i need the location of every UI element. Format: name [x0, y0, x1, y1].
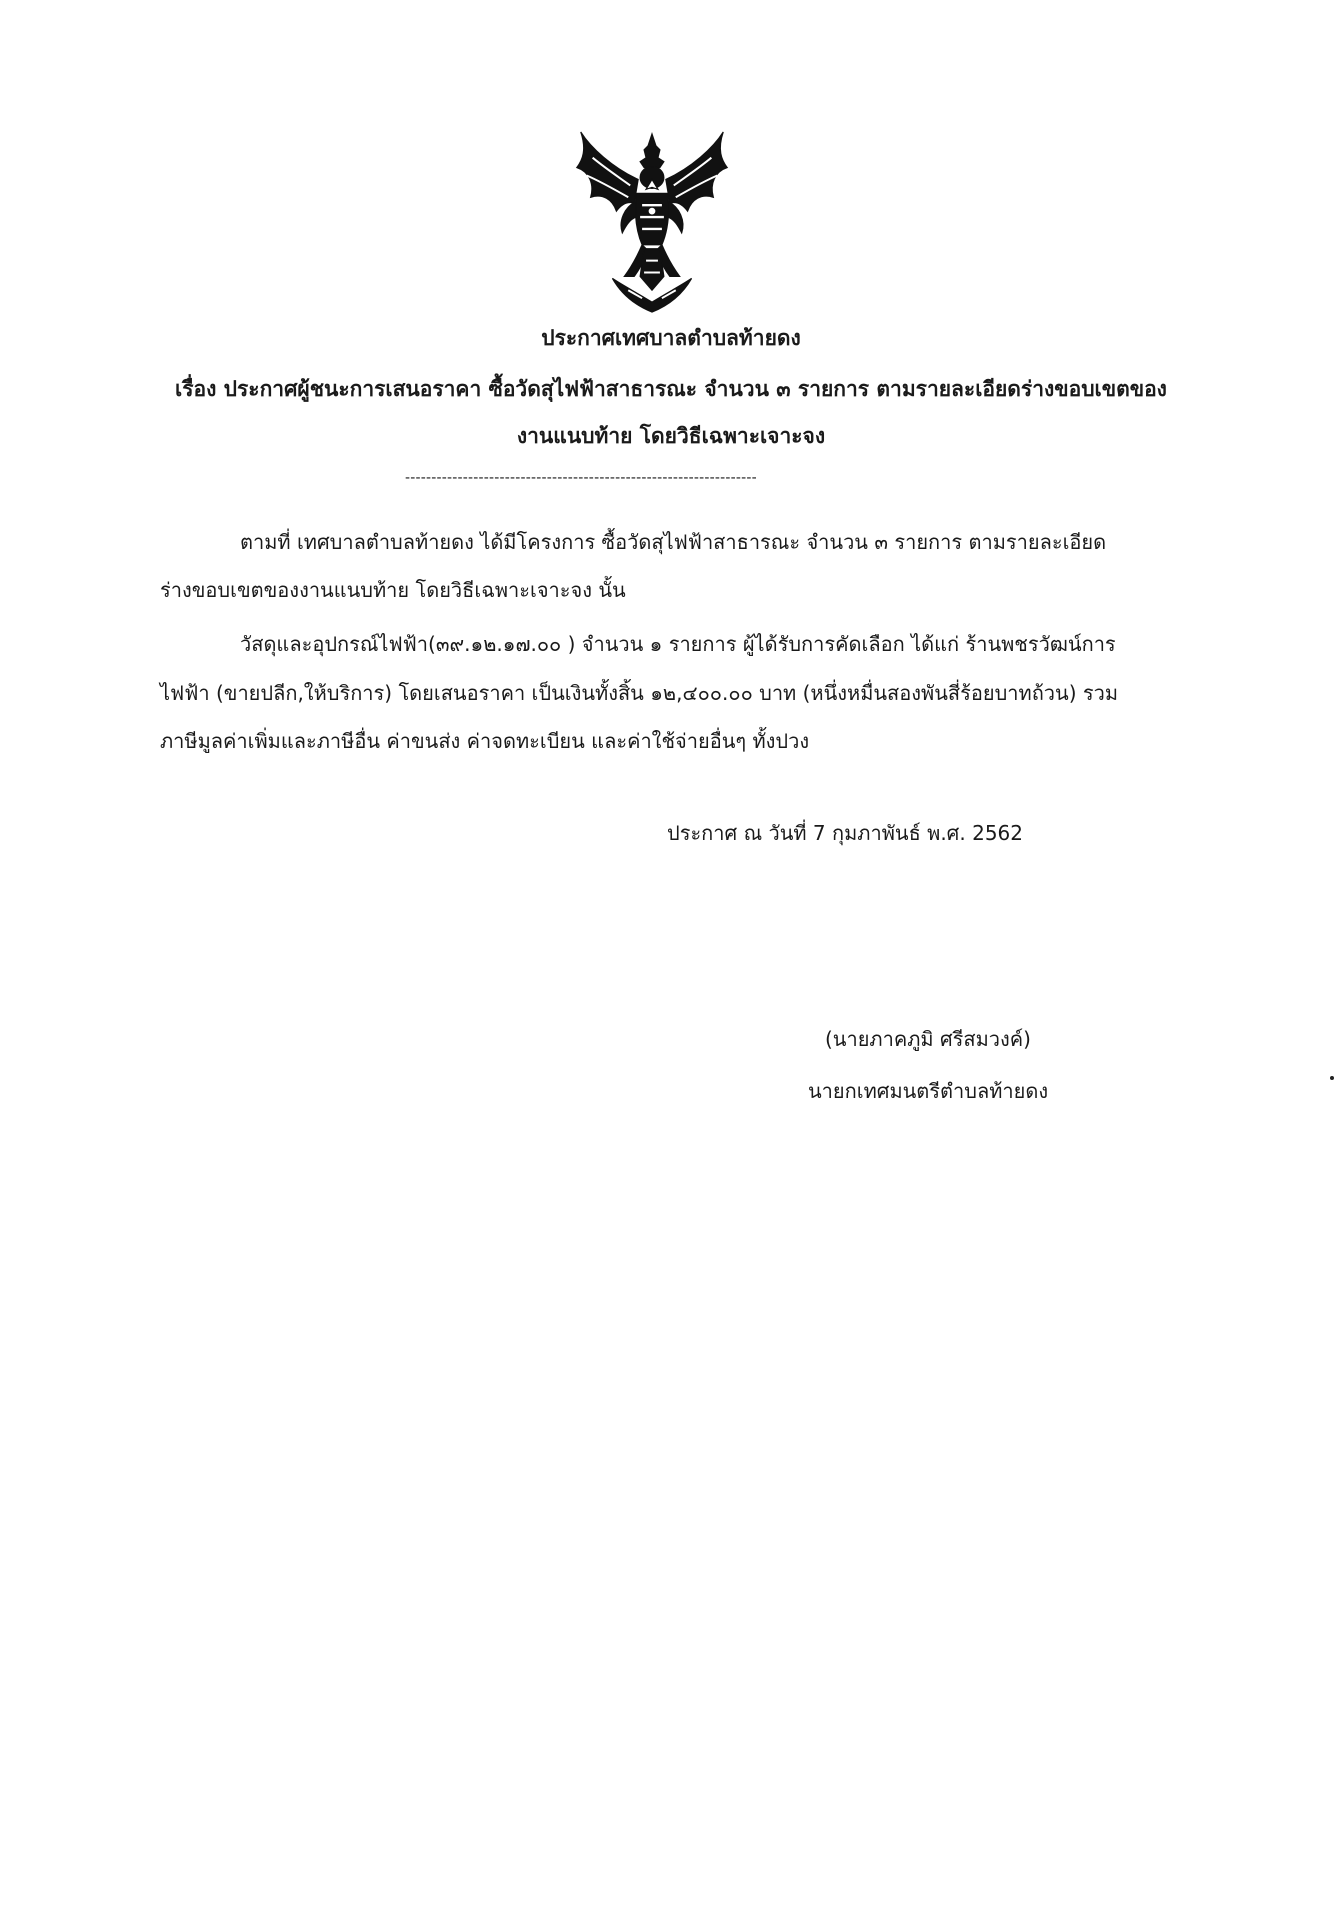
garuda-emblem-icon	[571, 128, 733, 316]
signatory-position: นายกเทศมนตรีตำบลท้ายดง	[808, 1079, 1049, 1103]
announcement-date: ประกาศ ณ วันที่ 7 กุมภาพันธ์ พ.ศ. 2562	[667, 821, 1023, 845]
paragraph-2-line-3: ภาษีมูลค่าเพิ่มและภาษีอื่น ค่าขนส่ง ค่าจดทะเบียน และค่าใช้จ่ายอื่นๆ ทั้งปวง	[160, 729, 810, 753]
paragraph-2-line-2: ไฟฟ้า (ขายปลีก,ให้บริการ) โดยเสนอราคา เป็นเงินทั้งสิ้น ๑๒,๔๐๐.๐๐ บาท (หนึ่งหมื่นสองพันสี่ร้อยบาทถ้วน) รวม	[160, 681, 1119, 705]
paragraph-1-line-1: ตามที่ เทศบาลตำบลท้ายดง ได้มีโครงการ ซื้อวัดสุไฟฟ้าสาธารณะ จำนวน ๓ รายการ ตามรายละเอียด	[240, 530, 1107, 554]
subject-line-2: งานแนบท้าย โดยวิธีเฉพาะเจาะจง	[516, 424, 826, 448]
header-divider: -------------------------------------------------------------------	[405, 474, 757, 482]
issuer-heading: ประกาศเทศบาลตำบลท้ายดง	[541, 326, 801, 350]
stray-mark	[1330, 1076, 1334, 1080]
paragraph-1-line-2: ร่างขอบเขตของงานแนบท้าย โดยวิธีเฉพาะเจาะจง นั้น	[160, 578, 626, 602]
signatory-name: (นายภาคภูมิ ศรีสมวงค์)	[825, 1027, 1031, 1051]
paragraph-2-line-1: วัสดุและอุปกรณ์ไฟฟ้า(๓๙.๑๒.๑๗.๐๐ ) จำนวน ๑ รายการ ผู้ได้รับการคัดเลือก ได้แก่ ร้านพชรวัฒน์การ	[240, 632, 1116, 656]
subject-line-1: เรื่อง ประกาศผู้ชนะการเสนอราคา ซื้อวัดสุไฟฟ้าสาธารณะ จำนวน ๓ รายการ ตามรายละเอียดร่างขอบเขตของ	[175, 377, 1167, 401]
